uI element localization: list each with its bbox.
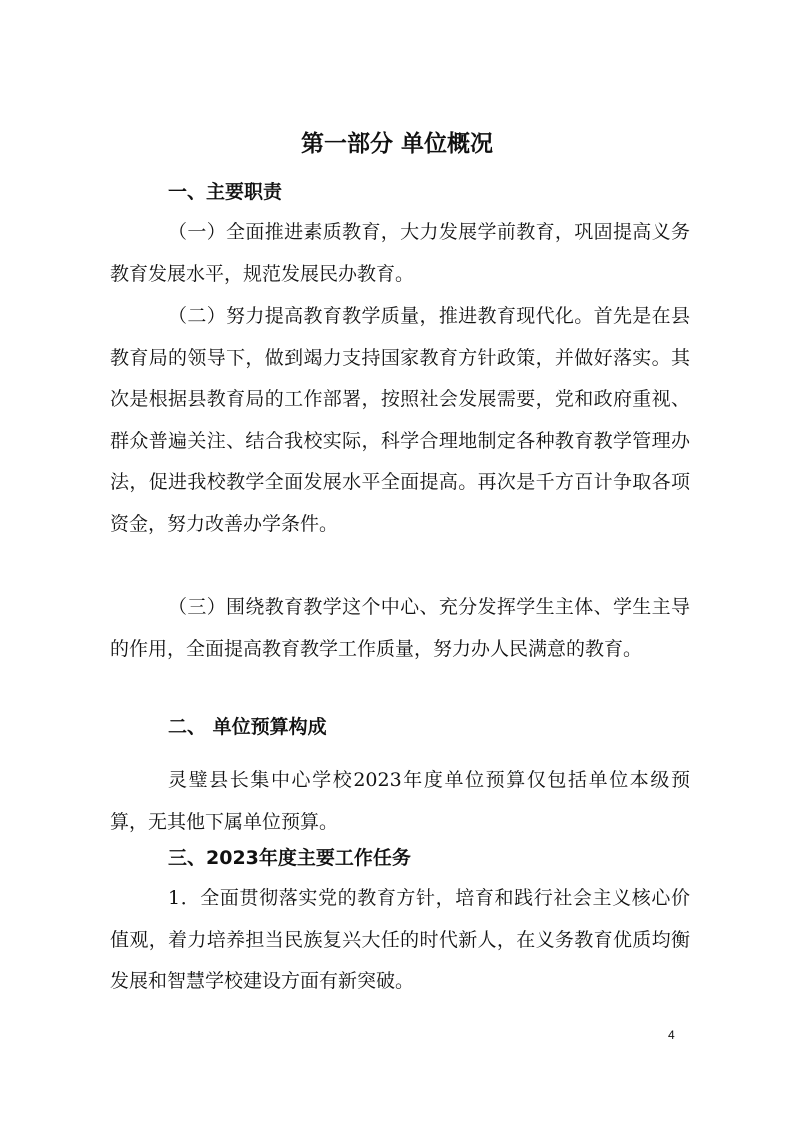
page-number: 4 xyxy=(668,1028,675,1042)
section-heading-duties: 一、主要职责 xyxy=(168,181,283,203)
paragraph-budget: 灵璧县长集中心学校2023年度单位预算仅包括单位本级预算，无其他下属单位预算。 xyxy=(110,769,690,833)
paragraph-duty-2: （二）努力提高教育教学质量，推进教育现代化。首先是在县教育局的领导下，做到竭力支持国家教育方针政策，并做好落实。其次是根据县教育局的工作部署，按照社会发展需要，党和政府重视、群众普遍关注、结合我校实际，科学合理地制定各种教育教学管理办法，促进我校教学全面发展水平全面提高。再次是千方百计争取各项资金，努力改善办学条件。 xyxy=(110,305,690,535)
paragraph-duty-3: （三）围绕教育教学这个中心、充分发挥学生主体、学生主导的作用，全面提高教育教学工作质量，努力办人民满意的教育。 xyxy=(110,596,690,660)
section-heading-budget: 二、 单位预算构成 xyxy=(168,716,327,738)
paragraph-task-1: 1．全面贯彻落实党的教育方针，培育和践行社会主义核心价值观，着力培养担当民族复兴大任的时代新人，在义务教育优质均衡发展和智慧学校建设方面有新突破。 xyxy=(110,887,690,992)
paragraph-duty-1: （一）全面推进素质教育，大力发展学前教育，巩固提高义务教育发展水平，规范发展民办教育。 xyxy=(110,221,690,285)
page-title: 第一部分 单位概况 xyxy=(300,131,493,157)
section-heading-tasks: 三、2023年度主要工作任务 xyxy=(168,847,411,869)
